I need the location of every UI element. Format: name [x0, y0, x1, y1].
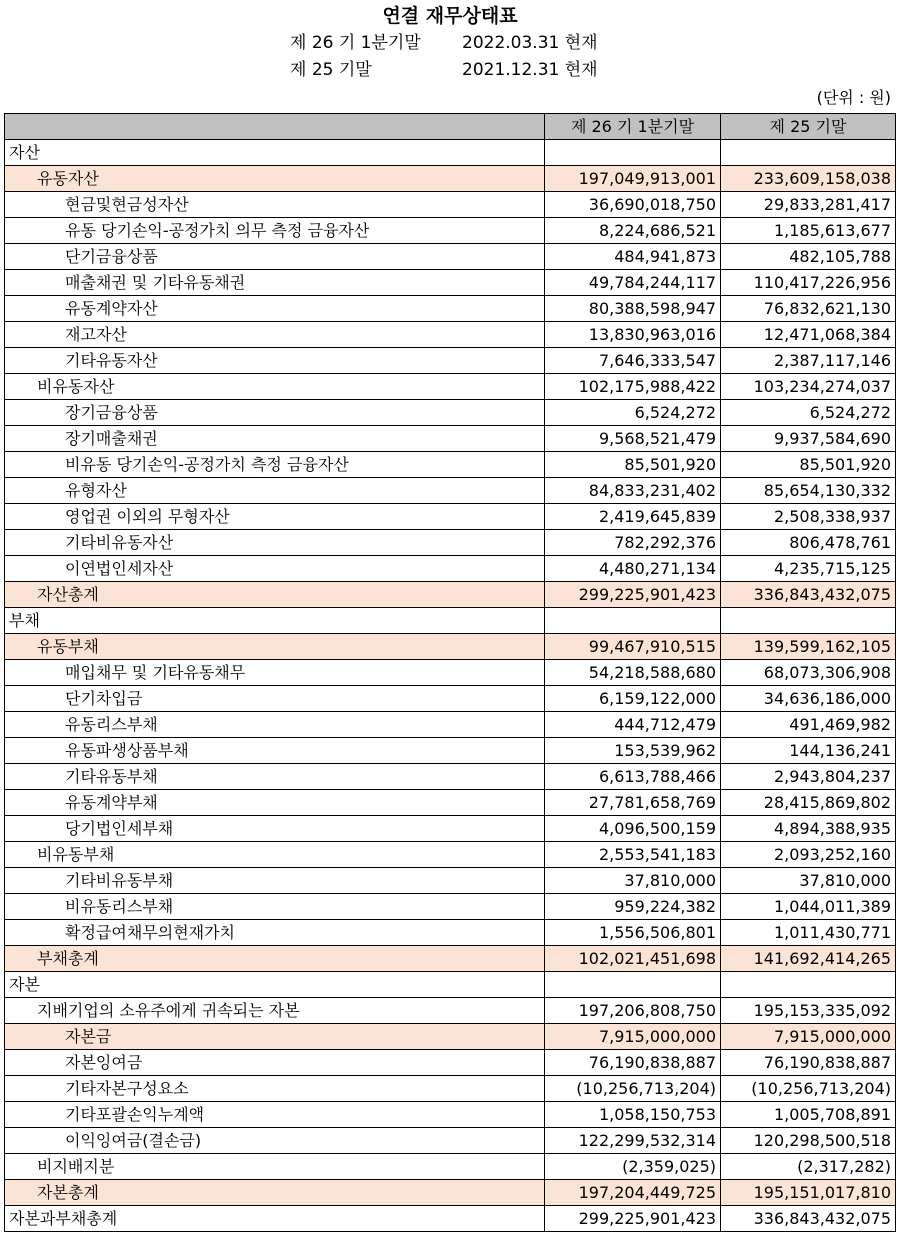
account-name-cell: 장기금융상품 [5, 400, 545, 426]
prior-period-value-cell: (10,256,713,204) [721, 1076, 896, 1102]
current-period-value-cell: (2,359,025) [545, 1154, 721, 1180]
account-name-cell: 자본 [5, 972, 545, 998]
prior-period-value-cell: 34,636,186,000 [721, 686, 896, 712]
account-name-cell: 기타포괄손익누계액 [5, 1102, 545, 1128]
account-name-cell: 기타유동부채 [5, 764, 545, 790]
account-name-cell: 자본과부채총계 [5, 1206, 545, 1232]
table-row [5, 1180, 896, 1206]
prior-period-value-cell: 2,943,804,237 [721, 764, 896, 790]
current-period-value-cell: 13,830,963,016 [545, 322, 721, 348]
prior-period-value-cell: 37,810,000 [721, 868, 896, 894]
prior-period-value-cell: 139,599,162,105 [721, 634, 896, 660]
current-period-date: 2022.03.31 현재 [462, 33, 598, 53]
current-period-value-cell: 2,553,541,183 [545, 842, 721, 868]
prior-period-value-cell: 6,524,272 [721, 400, 896, 426]
current-period-value-cell: 85,501,920 [545, 452, 721, 478]
account-name-cell: 유동파생상품부채 [5, 738, 545, 764]
prior-period-value-cell [721, 608, 896, 634]
current-period-value-cell: 444,712,479 [545, 712, 721, 738]
table-row [5, 1076, 896, 1102]
account-name-cell: 현금및현금성자산 [5, 192, 545, 218]
prior-period-value-cell: 85,654,130,332 [721, 478, 896, 504]
prior-period-value-cell: 1,005,708,891 [721, 1102, 896, 1128]
table-row [5, 556, 896, 582]
current-period-value-cell: (10,256,713,204) [545, 1076, 721, 1102]
table-header-row [5, 114, 896, 140]
account-name-cell: 부채총계 [5, 946, 545, 972]
prior-period-date: 2021.12.31 현재 [462, 60, 598, 80]
current-period-value-cell: 197,049,913,001 [545, 166, 721, 192]
balance-sheet-table [4, 113, 896, 1232]
table-row [5, 478, 896, 504]
table-row [5, 244, 896, 270]
table-row [5, 374, 896, 400]
current-period-value-cell: 84,833,231,402 [545, 478, 721, 504]
current-period-value-cell: 76,190,838,887 [545, 1050, 721, 1076]
table-row [5, 608, 896, 634]
table-row [5, 400, 896, 426]
table-row [5, 166, 896, 192]
prior-period-value-cell: 195,151,017,810 [721, 1180, 896, 1206]
prior-period-value-cell: 482,105,788 [721, 244, 896, 270]
account-name-cell: 유동계약부채 [5, 790, 545, 816]
account-name-cell: 부채 [5, 608, 545, 634]
table-row [5, 582, 896, 608]
account-name-cell: 장기매출채권 [5, 426, 545, 452]
account-name-cell: 영업권 이외의 무형자산 [5, 504, 545, 530]
account-name-cell: 기타비유동자산 [5, 530, 545, 556]
prior-period-value-cell: 336,843,432,075 [721, 1206, 896, 1232]
account-name-cell: 단기차입금 [5, 686, 545, 712]
account-name-cell: 이익잉여금(결손금) [5, 1128, 545, 1154]
account-name-cell: 비지배지분 [5, 1154, 545, 1180]
current-period-value-cell: 54,218,588,680 [545, 660, 721, 686]
account-name-cell: 지배기업의 소유주에게 귀속되는 자본 [5, 998, 545, 1024]
current-period-value-cell: 4,096,500,159 [545, 816, 721, 842]
account-name-cell: 기타자본구성요소 [5, 1076, 545, 1102]
account-name-cell: 유동부채 [5, 634, 545, 660]
table-row [5, 972, 896, 998]
table-body [5, 140, 896, 1232]
account-name-cell: 단기금융상품 [5, 244, 545, 270]
prior-period-value-cell: 1,044,011,389 [721, 894, 896, 920]
account-name-cell: 매출채권 및 기타유동채권 [5, 270, 545, 296]
current-period-value-cell: 36,690,018,750 [545, 192, 721, 218]
account-name-cell: 유동 당기손익-공정가치 의무 측정 금융자산 [5, 218, 545, 244]
table-row [5, 452, 896, 478]
current-period-value-cell: 7,915,000,000 [545, 1024, 721, 1050]
statement-title: 연결 재무상태표 [382, 5, 518, 27]
account-name-cell: 재고자산 [5, 322, 545, 348]
prior-period-value-cell: 68,073,306,908 [721, 660, 896, 686]
table-row [5, 140, 896, 166]
table-row [5, 842, 896, 868]
table-row [5, 1050, 896, 1076]
prior-period-value-cell: 76,832,621,130 [721, 296, 896, 322]
table-row [5, 218, 896, 244]
account-name-cell: 비유동부채 [5, 842, 545, 868]
prior-period-value-cell: 1,011,430,771 [721, 920, 896, 946]
account-name-cell: 확정급여채무의현재가치 [5, 920, 545, 946]
table-row [5, 1128, 896, 1154]
current-period-value-cell: 4,480,271,134 [545, 556, 721, 582]
prior-period-value-cell: 85,501,920 [721, 452, 896, 478]
current-period-value-cell: 122,299,532,314 [545, 1128, 721, 1154]
table-row [5, 348, 896, 374]
table-row [5, 1024, 896, 1050]
table-row [5, 920, 896, 946]
table-row [5, 322, 896, 348]
current-period-value-cell: 102,175,988,422 [545, 374, 721, 400]
prior-period-value-cell: 144,136,241 [721, 738, 896, 764]
current-period-value-cell: 6,524,272 [545, 400, 721, 426]
current-period-value-cell: 484,941,873 [545, 244, 721, 270]
prior-period-column-header: 제 25 기말 [721, 114, 896, 140]
current-period-value-cell: 6,613,788,466 [545, 764, 721, 790]
account-name-cell: 유형자산 [5, 478, 545, 504]
account-name-cell: 기타비유동부채 [5, 868, 545, 894]
current-period-value-cell: 2,419,645,839 [545, 504, 721, 530]
account-name-cell: 자본금 [5, 1024, 545, 1050]
prior-period-value-cell: 2,387,117,146 [721, 348, 896, 374]
prior-period-value-cell: 76,190,838,887 [721, 1050, 896, 1076]
prior-period-value-cell: 103,234,274,037 [721, 374, 896, 400]
account-name-cell: 비유동 당기손익-공정가치 측정 금융자산 [5, 452, 545, 478]
account-name-cell: 기타유동자산 [5, 348, 545, 374]
current-period-column-header: 제 26 기 1분기말 [545, 114, 721, 140]
prior-period-value-cell: 9,937,584,690 [721, 426, 896, 452]
prior-period-value-cell: 2,508,338,937 [721, 504, 896, 530]
prior-period-value-cell: 4,235,715,125 [721, 556, 896, 582]
account-name-cell: 자본잉여금 [5, 1050, 545, 1076]
table-row [5, 894, 896, 920]
account-name-cell: 매입채무 및 기타유동채무 [5, 660, 545, 686]
table-row [5, 946, 896, 972]
current-period-line [290, 30, 620, 56]
prior-period-value-cell: 195,153,335,092 [721, 998, 896, 1024]
current-period-value-cell [545, 972, 721, 998]
current-period-value-cell: 782,292,376 [545, 530, 721, 556]
table-row [5, 296, 896, 322]
prior-period-value-cell [721, 972, 896, 998]
current-period-value-cell: 80,388,598,947 [545, 296, 721, 322]
current-period-value-cell: 6,159,122,000 [545, 686, 721, 712]
account-name-cell: 이연법인세자산 [5, 556, 545, 582]
prior-period-value-cell [721, 140, 896, 166]
table-row [5, 868, 896, 894]
prior-period-value-cell: 806,478,761 [721, 530, 896, 556]
prior-period-label: 제 25 기말 [290, 60, 372, 80]
current-period-value-cell: 99,467,910,515 [545, 634, 721, 660]
table-row [5, 192, 896, 218]
table-row [5, 270, 896, 296]
table-row [5, 1154, 896, 1180]
prior-period-line [290, 57, 620, 83]
table-row [5, 712, 896, 738]
table-row [5, 504, 896, 530]
account-name-cell: 자본총계 [5, 1180, 545, 1206]
table-row [5, 1206, 896, 1232]
table-row [5, 686, 896, 712]
prior-period-value-cell: (2,317,282) [721, 1154, 896, 1180]
account-name-cell: 당기법인세부채 [5, 816, 545, 842]
table-row [5, 530, 896, 556]
prior-period-value-cell: 233,609,158,038 [721, 166, 896, 192]
current-period-value-cell: 8,224,686,521 [545, 218, 721, 244]
table-row [5, 426, 896, 452]
prior-period-value-cell: 491,469,982 [721, 712, 896, 738]
table-row [5, 816, 896, 842]
table-row [5, 790, 896, 816]
prior-period-value-cell: 141,692,414,265 [721, 946, 896, 972]
prior-period-value-cell: 29,833,281,417 [721, 192, 896, 218]
account-name-cell: 비유동자산 [5, 374, 545, 400]
prior-period-value-cell: 2,093,252,160 [721, 842, 896, 868]
account-name-cell: 자산 [5, 140, 545, 166]
current-period-label: 제 26 기 1분기말 [290, 33, 421, 53]
account-column-header [5, 114, 545, 140]
prior-period-value-cell: 1,185,613,677 [721, 218, 896, 244]
unit-label: (단위 : 원) [816, 88, 891, 107]
current-period-value-cell: 37,810,000 [545, 868, 721, 894]
current-period-value-cell: 959,224,382 [545, 894, 721, 920]
current-period-value-cell: 49,784,244,117 [545, 270, 721, 296]
prior-period-value-cell: 7,915,000,000 [721, 1024, 896, 1050]
table-row [5, 634, 896, 660]
table-row [5, 998, 896, 1024]
current-period-value-cell: 7,646,333,547 [545, 348, 721, 374]
current-period-value-cell: 299,225,901,423 [545, 1206, 721, 1232]
prior-period-value-cell: 28,415,869,802 [721, 790, 896, 816]
current-period-value-cell: 1,556,506,801 [545, 920, 721, 946]
current-period-value-cell: 197,204,449,725 [545, 1180, 721, 1206]
account-name-cell: 자산총계 [5, 582, 545, 608]
table-row [5, 738, 896, 764]
account-name-cell: 유동계약자산 [5, 296, 545, 322]
prior-period-value-cell: 120,298,500,518 [721, 1128, 896, 1154]
table-row [5, 660, 896, 686]
current-period-value-cell: 9,568,521,479 [545, 426, 721, 452]
prior-period-value-cell: 336,843,432,075 [721, 582, 896, 608]
current-period-value-cell: 1,058,150,753 [545, 1102, 721, 1128]
current-period-value-cell: 299,225,901,423 [545, 582, 721, 608]
prior-period-value-cell: 110,417,226,956 [721, 270, 896, 296]
prior-period-value-cell: 12,471,068,384 [721, 322, 896, 348]
current-period-value-cell: 153,539,962 [545, 738, 721, 764]
current-period-value-cell: 27,781,658,769 [545, 790, 721, 816]
table-row [5, 1102, 896, 1128]
current-period-value-cell: 197,206,808,750 [545, 998, 721, 1024]
current-period-value-cell [545, 140, 721, 166]
account-name-cell: 비유동리스부채 [5, 894, 545, 920]
current-period-value-cell [545, 608, 721, 634]
account-name-cell: 유동리스부채 [5, 712, 545, 738]
current-period-value-cell: 102,021,451,698 [545, 946, 721, 972]
prior-period-value-cell: 4,894,388,935 [721, 816, 896, 842]
table-row [5, 764, 896, 790]
account-name-cell: 유동자산 [5, 166, 545, 192]
